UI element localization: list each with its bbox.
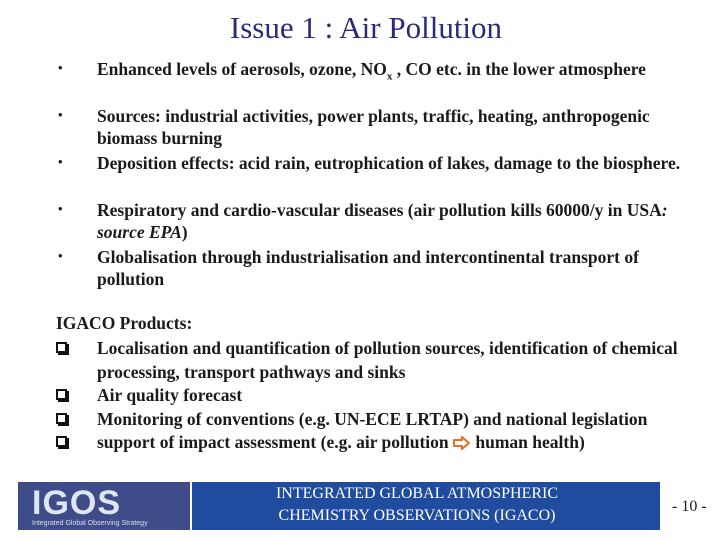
- logo-tagline: Integrated Global Observing Strategy: [32, 520, 148, 527]
- list-item: [0, 431, 720, 457]
- list-item: [0, 105, 720, 152]
- issue-bullet-list: [0, 58, 720, 293]
- bullet-marker: •: [58, 248, 63, 263]
- bullet-text: Enhanced levels of aerosols, ozone, $NO_x$ , CO etc. in the lower atmosphere: [97, 59, 646, 83]
- product-text: Localisation and quantification of pollution sources, identification of chemical processing, transport pathways and sinks: [97, 338, 678, 382]
- bullet-text: Respiratory and cardio-vascular diseases (air pollution kills 60000/y in USA: source EPA): [97, 200, 668, 242]
- subscript: x: [386, 70, 393, 83]
- checkbox-bullet-icon: [56, 389, 67, 400]
- list-item: [0, 199, 720, 246]
- igaco-products-section: [0, 312, 720, 457]
- logo-text: IGOS: [32, 484, 122, 522]
- banner-line-2: CHEMISTRY OBSERVATIONS (IGACO): [278, 507, 556, 524]
- bullet-marker: •: [58, 154, 63, 169]
- igos-logo: [18, 482, 190, 530]
- products-heading: IGACO Products:: [56, 313, 193, 333]
- page-number: - 10 -: [672, 498, 707, 515]
- list-item: [0, 58, 720, 105]
- list-item: [0, 408, 720, 432]
- product-text: Monitoring of conventions (e.g. UN-ECE LRTAP) and national legislation: [97, 408, 648, 429]
- list-item: [0, 246, 720, 293]
- source-citation: : source EPA: [97, 200, 668, 242]
- list-item: [0, 337, 720, 384]
- checkbox-bullet-icon: [56, 436, 67, 447]
- bullet-marker: •: [58, 60, 63, 75]
- checkbox-bullet-icon: [56, 413, 67, 424]
- footer-banner: [192, 482, 660, 530]
- product-text: Air quality forecast: [97, 385, 243, 405]
- bullet-marker: •: [58, 201, 63, 216]
- checkbox-bullet-icon: [56, 342, 67, 353]
- list-item: [0, 384, 720, 408]
- list-item: [0, 152, 720, 199]
- bullet-text: Sources: industrial activities, power plants, traffic, heating, anthropogenic biomass burning: [97, 106, 650, 148]
- page-title: Issue 1 : Air Pollution: [229, 10, 503, 45]
- right-arrow-icon: [453, 433, 471, 457]
- banner-line-1: INTEGRATED GLOBAL ATMOSPHERIC: [275, 485, 559, 502]
- bullet-text: Deposition effects: acid rain, eutrophication of lakes, damage to the biosphere.: [97, 153, 681, 173]
- bullet-text: Globalisation through industrialisation and intercontinental transport of pollution: [97, 247, 639, 289]
- product-text: support of impact assessment (e.g. air pollution human health): [97, 431, 697, 457]
- bullet-marker: •: [58, 107, 63, 122]
